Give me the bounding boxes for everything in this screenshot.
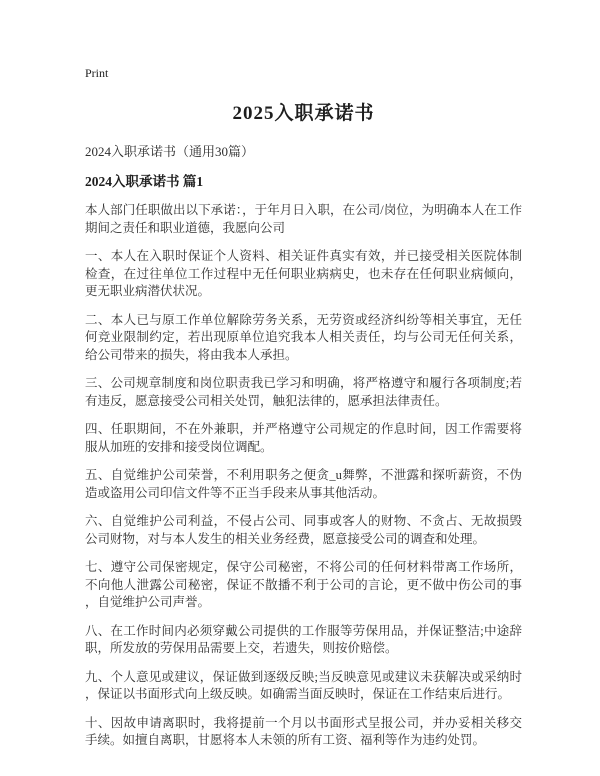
intro-paragraph: 本人部门任职做出以下承诺：，于年月日入职，在公司/岗位，为明确本人在工作期间之责任和职业道德，我愿向公司 (85, 203, 522, 235)
document-title: 2025入职承诺书 (232, 103, 375, 124)
print-link[interactable]: Print (85, 66, 109, 80)
commitment-paragraph-9: 九、个人意见或建议，保证做到逐级反映;当反映意见或建议未获解决或采纳时，保证以书面形式向上级反映。如确需当面反映时，保证在工作结束后进行。 (85, 669, 522, 701)
commitment-paragraph-7: 七、遵守公司保密规定，保守公司秘密，不将公司的任何材料带离工作场所，不向他人泄露公司秘密，保证不散播不利于公司的言论，更不做中伤公司的事，自觉维护公司声誉。 (85, 560, 522, 609)
document-subtitle: 2024入职承诺书（通用30篇） (85, 144, 255, 159)
commitment-paragraph-8: 八、在工作时间内必须穿戴公司提供的工作服等劳保用品，并保证整洁;中途辞职，所发放的劳保用品需要上交，若遗失，则按价赔偿。 (85, 623, 522, 655)
commitment-paragraph-1: 一、本人在入职时保证个人资料、相关证件真实有效，并已接受相关医院体制检查，在过往单位工作过程中无任何职业病病史，也未存在任何职业病倾向，更无职业病潜伏状况。 (85, 249, 522, 298)
commitment-paragraph-10: 十、因故申请离职时，我将提前一个月以书面形式呈报公司，并办妥相关移交手续。如擅自离职，甘愿将本人未领的所有工资、福利等作为违约处罚。 (85, 715, 522, 747)
commitment-paragraph-4: 四、任职期间，不在外兼职，并严格遵守公司规定的作息时间，因工作需要将服从加班的安排和接受岗位调配。 (85, 422, 522, 454)
section-heading: 2024入职承诺书 篇1 (85, 174, 204, 189)
commitment-paragraph-6: 六、自觉维护公司利益，不侵占公司、同事或客人的财物、不贪占、无故损毁公司财物，对与本人发生的相关业务经费，愿意接受公司的调查和处理。 (85, 514, 522, 546)
commitment-paragraph-5: 五、自觉维护公司荣誉，不利用职务之便贪_u舞弊，不泄露和探听薪资，不伪造或盗用公司印信文件等不正当手段来从事其他活动。 (85, 468, 522, 500)
commitment-paragraph-2: 二、本人已与原工作单位解除劳务关系，无劳资或经济纠纷等相关事宜，无任何竞业限制约定，若出现原单位追究我本人相关责任，均与公司无任何关系，给公司带来的损失，将由我本人承担。 (85, 312, 522, 362)
commitment-paragraph-3: 三、公司规章制度和岗位职责我已学习和明确，将严格遵守和履行各项制度;若有违反，愿意接受公司相关处罚，触犯法律的，愿承担法律责任。 (85, 376, 522, 408)
